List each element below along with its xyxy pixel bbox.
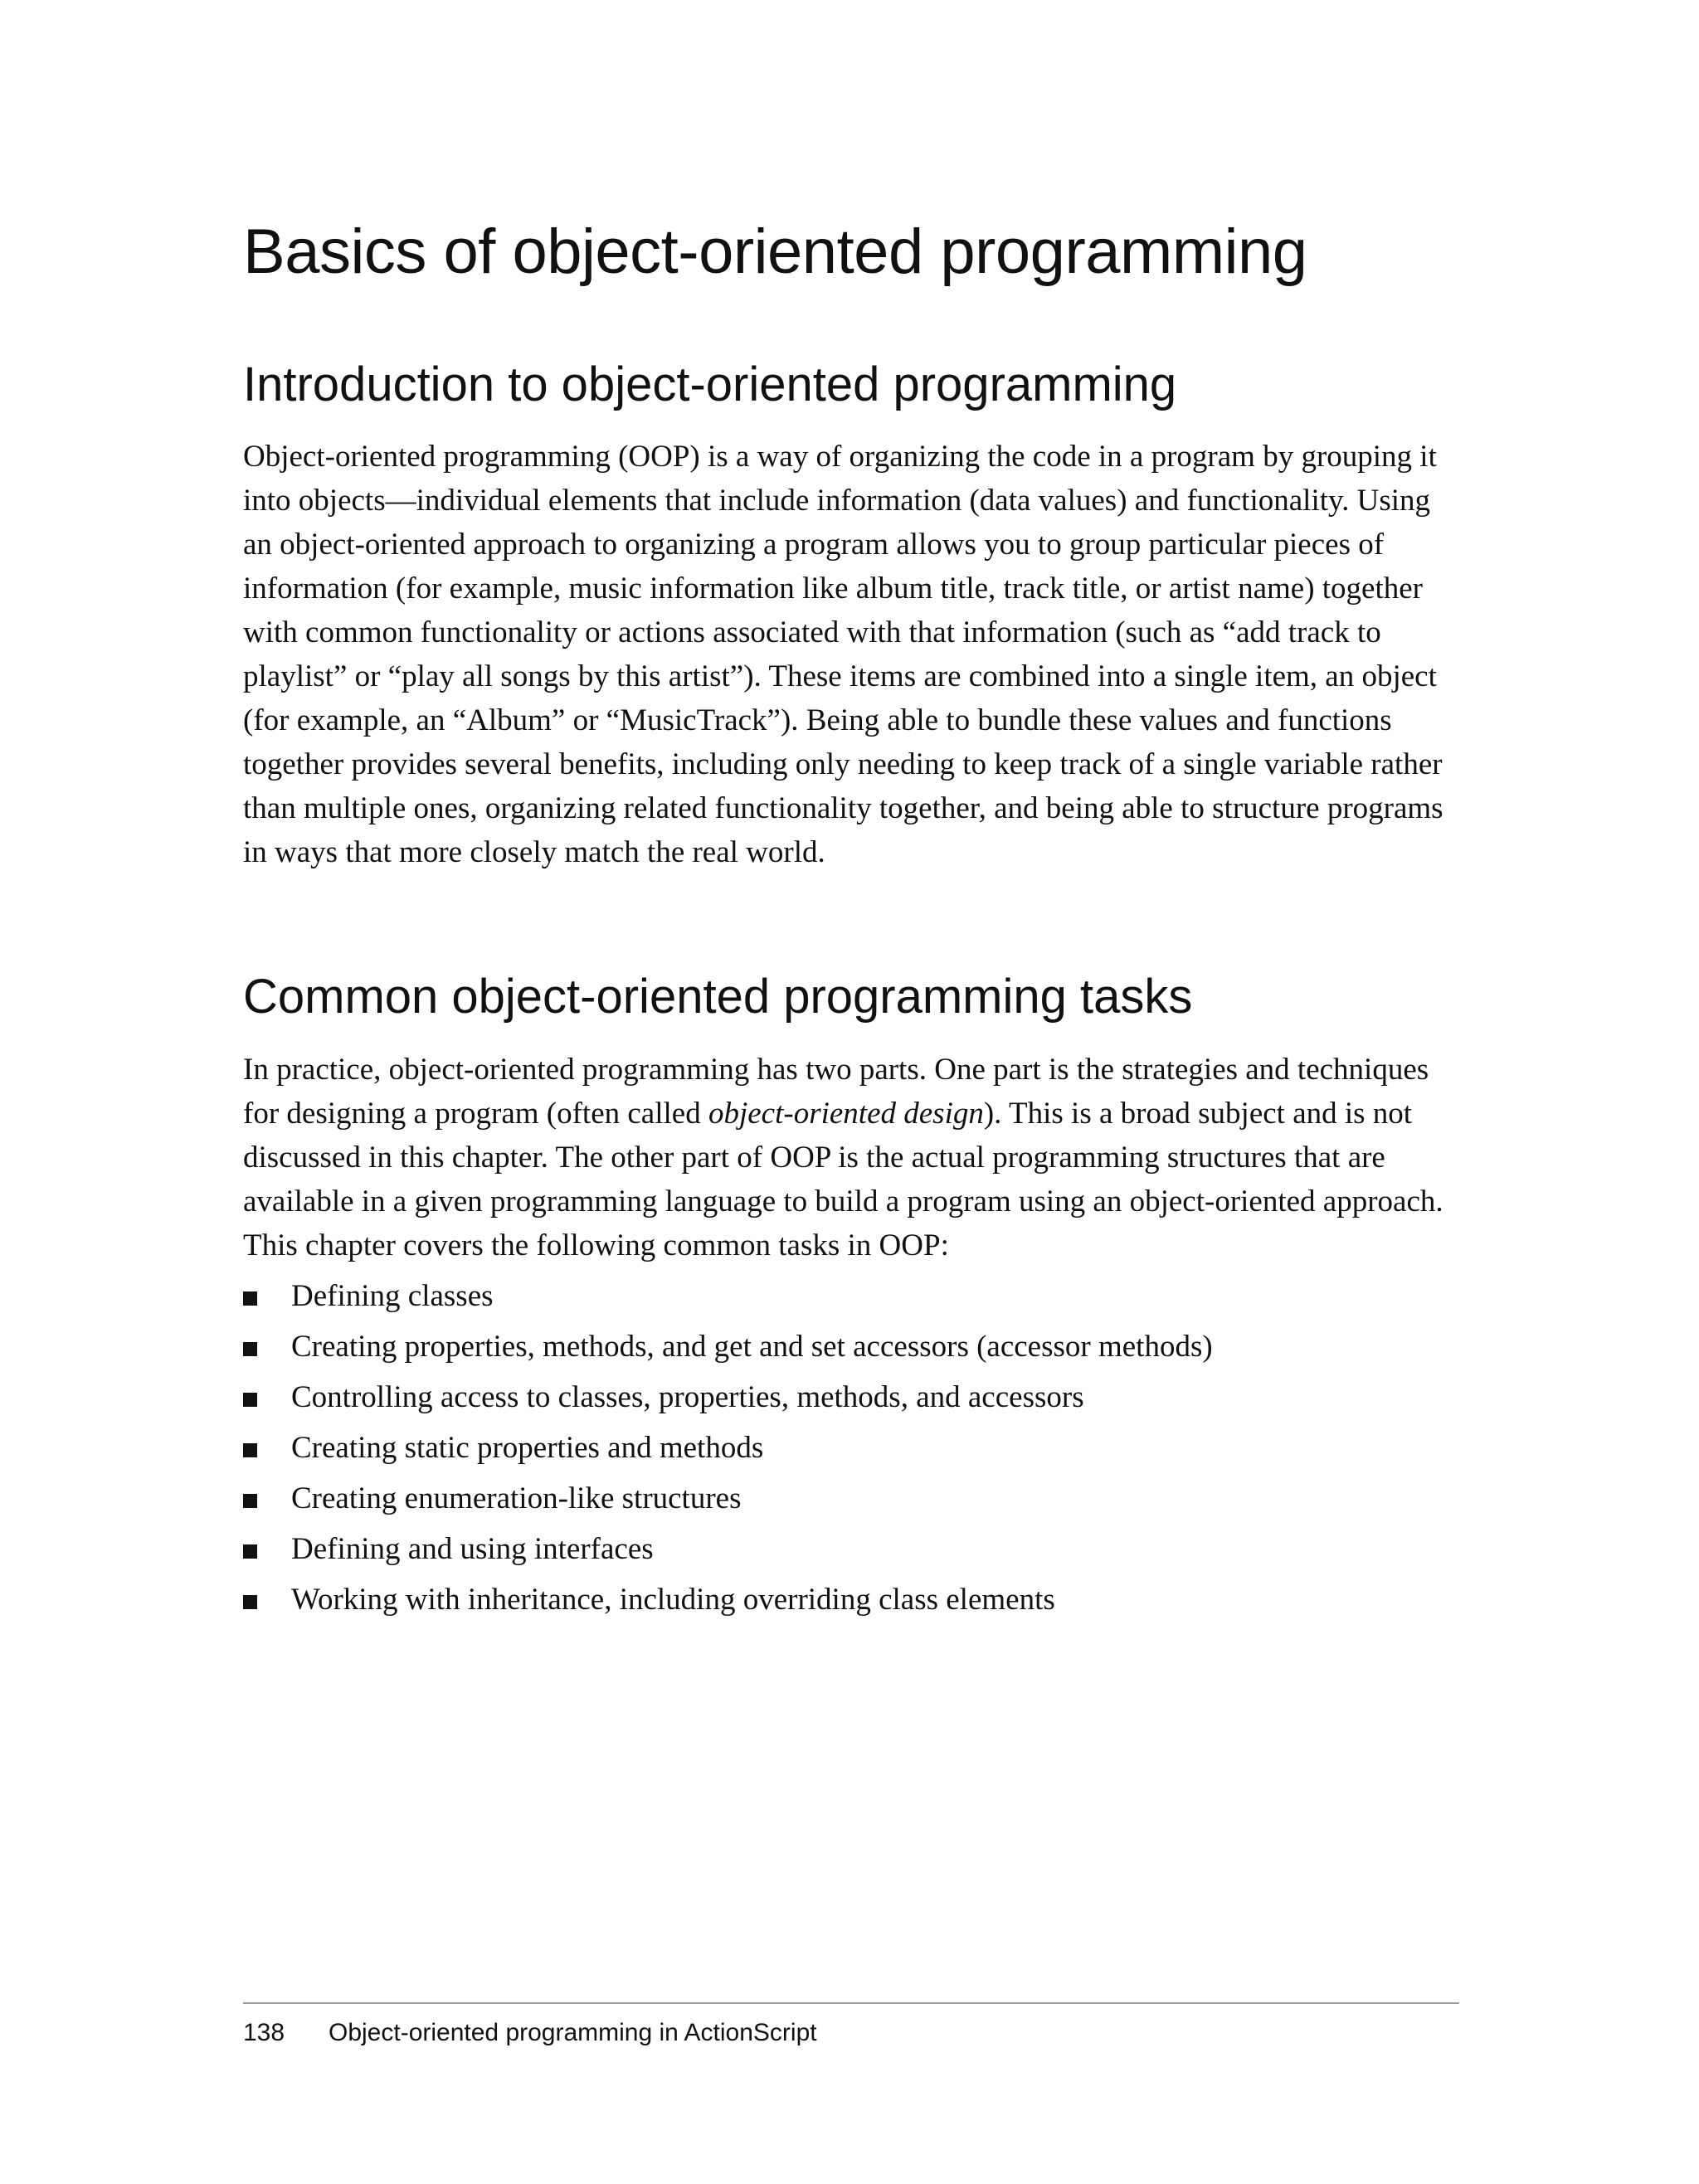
square-bullet-icon: [243, 1443, 257, 1457]
list-item-text: Creating properties, methods, and get and set accessors (accessor methods): [291, 1330, 1213, 1364]
square-bullet-icon: [243, 1291, 257, 1306]
common-tasks-paragraph: [243, 1048, 1463, 1267]
chapter-title: Basics of object-oriented programming: [243, 216, 1307, 287]
paragraph-text-start: In practice, object-oriented programming has two parts. One part is the strategies and techniques for designing a program (often called: [243, 1053, 1429, 1131]
list-item-text: Defining and using interfaces: [291, 1532, 654, 1566]
square-bullet-icon: [243, 1393, 257, 1407]
list-item-text: Creating static properties and methods: [291, 1431, 764, 1465]
square-bullet-icon: [243, 1595, 257, 1609]
list-item: [243, 1426, 1213, 1476]
task-bullet-list: [243, 1274, 1213, 1628]
page-number: 138: [243, 2019, 285, 2046]
list-item: [243, 1325, 1213, 1375]
list-item: [243, 1578, 1213, 1628]
running-title: Object-oriented programming in ActionScript: [329, 2019, 817, 2046]
list-item: [243, 1527, 1213, 1578]
list-item-text: Defining classes: [291, 1279, 494, 1313]
list-item-text: Creating enumeration-like structures: [291, 1481, 742, 1515]
section-heading-common-tasks: Common object-oriented programming tasks: [243, 970, 1193, 1024]
list-item-text: Controlling access to classes, properties, methods, and accessors: [291, 1380, 1084, 1414]
footer-divider: [243, 2002, 1459, 2004]
introduction-paragraph: Object-oriented programming (OOP) is a way of organizing the code in a program by grouping it into objects—individual elements that include information (data values) and functionality. Using an object-oriented approach to organizing a program allows you to group particular pieces of information (for example, music information like album title, track title, or artist name) together with common functionality or actions associated with that information (such as “add track to playlist” or “play all songs by this artist”). These items are combined into a single item, an object (for example, an “Album” or “MusicTrack”). Being able to bundle these values and functions together provides several benefits, including only needing to keep track of a single variable rather than multiple ones, organizing related functionality together, and being able to structure programs in ways that more closely match the real world.: [243, 440, 1443, 869]
square-bullet-icon: [243, 1494, 257, 1508]
list-item-text: Working with inheritance, including overriding class elements: [291, 1583, 1055, 1617]
list-item: [243, 1476, 1213, 1527]
section-heading-introduction: Introduction to object-oriented programming: [243, 358, 1177, 411]
page-footer: [243, 2018, 817, 2048]
paragraph-italic-term: object-oriented design: [708, 1097, 984, 1131]
paragraph-text-end: ). This is a broad subject and is not discussed in this chapter. The other part of OOP is the actual programming structures that are available in a given programming language to build a program using an object-oriented approach. This chapter covers the following common tasks in OOP:: [243, 1097, 1443, 1262]
list-item: [243, 1375, 1213, 1426]
square-bullet-icon: [243, 1544, 257, 1559]
square-bullet-icon: [243, 1342, 257, 1356]
list-item: [243, 1274, 1213, 1325]
